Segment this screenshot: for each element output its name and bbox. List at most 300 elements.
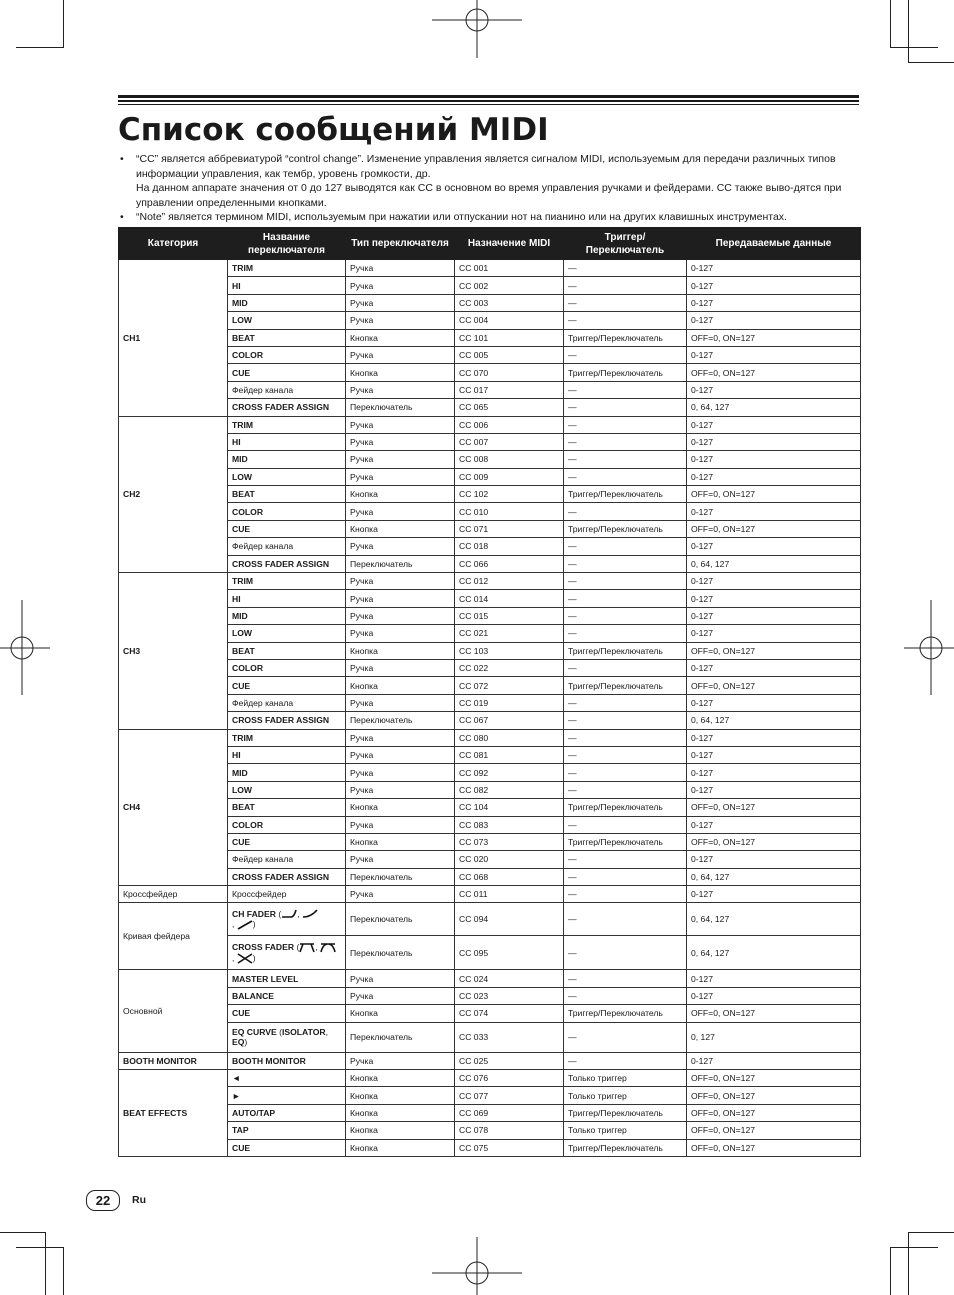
switch-name-cell: MID [228, 607, 346, 624]
note-text: На данном аппарате значения от 0 до 127 выводятся как CC в основном во время управления ручками и фейдерами. CC также выво-дятся при управлении определенными кнопками. [136, 182, 842, 209]
switch-name-cell: CROSS FADER ASSIGN [228, 868, 346, 885]
curve-cut-icon [299, 942, 315, 953]
switch-type-cell: Переключатель [346, 555, 455, 572]
midi-cell: CC 006 [455, 416, 564, 433]
bullet-icon: • [120, 153, 124, 165]
midi-cell: CC 070 [455, 364, 564, 381]
switch-name-cell: COLOR [228, 659, 346, 676]
category-cell: Кривая фейдера [119, 903, 228, 970]
header-switch-type: Тип переключателя [346, 228, 455, 260]
crop-mark [45, 1232, 46, 1295]
crop-mark [908, 0, 909, 63]
switch-name-cell: CUE [228, 1005, 346, 1022]
switch-name-cell: HI [228, 433, 346, 450]
category-cell: CH2 [119, 416, 228, 573]
midi-cell: CC 078 [455, 1122, 564, 1139]
curve-linear-icon [237, 920, 253, 930]
notes [118, 152, 863, 225]
trigger-cell: Триггер/Переключатель [564, 329, 687, 346]
data-cell: 0-127 [687, 1052, 861, 1069]
data-cell: 0-127 [687, 625, 861, 642]
table-row [119, 659, 861, 676]
midi-cell: CC 025 [455, 1052, 564, 1069]
category-cell: CH4 [119, 729, 228, 886]
data-cell: 0-127 [687, 746, 861, 763]
switch-name-cell: AUTO/TAP [228, 1104, 346, 1121]
switch-type-cell: Переключатель [346, 1022, 455, 1052]
data-cell: OFF=0, ON=127 [687, 677, 861, 694]
switch-type-cell: Ручка [346, 851, 455, 868]
data-cell: 0-127 [687, 381, 861, 398]
bullet-icon: • [120, 211, 124, 223]
switch-type-cell: Ручка [346, 729, 455, 746]
midi-cell: CC 017 [455, 381, 564, 398]
curve-medium-icon [302, 909, 318, 919]
trigger-cell: Только триггер [564, 1070, 687, 1087]
trigger-cell: — [564, 555, 687, 572]
midi-cell: CC 004 [455, 312, 564, 329]
switch-type-cell: Ручка [346, 781, 455, 798]
trigger-cell: — [564, 625, 687, 642]
switch-name-cell: LOW [228, 625, 346, 642]
switch-type-cell: Ручка [346, 607, 455, 624]
trigger-cell: — [564, 468, 687, 485]
switch-name-cell: TRIM [228, 729, 346, 746]
switch-type-cell: Переключатель [346, 399, 455, 416]
switch-type-cell: Ручка [346, 694, 455, 711]
table-row [119, 936, 861, 970]
switch-type-cell: Ручка [346, 1052, 455, 1069]
switch-type-cell: Ручка [346, 294, 455, 311]
switch-type-cell: Переключатель [346, 903, 455, 936]
crop-mark [890, 0, 891, 48]
switch-type-cell: Кнопка [346, 799, 455, 816]
midi-cell: CC 001 [455, 260, 564, 277]
title-rules [118, 95, 859, 105]
trigger-cell: — [564, 260, 687, 277]
switch-name-cell: TAP [228, 1122, 346, 1139]
switch-name-cell: Фейдер канала [228, 851, 346, 868]
midi-cell: CC 021 [455, 625, 564, 642]
trigger-cell: Триггер/Переключатель [564, 1005, 687, 1022]
trigger-cell: — [564, 694, 687, 711]
trigger-cell: Триггер/Переключатель [564, 642, 687, 659]
category-cell: Основной [119, 970, 228, 1052]
data-cell: 0-127 [687, 816, 861, 833]
midi-cell: CC 073 [455, 833, 564, 850]
data-cell: 0-127 [687, 886, 861, 903]
switch-name-cell: CUE [228, 677, 346, 694]
midi-cell: CC 092 [455, 764, 564, 781]
data-cell: OFF=0, ON=127 [687, 1139, 861, 1156]
category-cell: BOOTH MONITOR [119, 1052, 228, 1069]
midi-cell: CC 019 [455, 694, 564, 711]
midi-cell: CC 072 [455, 677, 564, 694]
midi-cell: CC 065 [455, 399, 564, 416]
table-row [119, 433, 861, 450]
data-cell: OFF=0, ON=127 [687, 1070, 861, 1087]
switch-type-cell: Кнопка [346, 364, 455, 381]
table-row [119, 694, 861, 711]
midi-cell: CC 069 [455, 1104, 564, 1121]
switch-name-cell: CUE [228, 364, 346, 381]
switch-type-cell: Ручка [346, 277, 455, 294]
data-cell: OFF=0, ON=127 [687, 364, 861, 381]
switch-type-cell: Ручка [346, 816, 455, 833]
switch-type-cell: Переключатель [346, 936, 455, 970]
crop-mark [63, 0, 64, 48]
curve-switch-label: CH FADER [232, 908, 276, 919]
switch-name-cell: CUE [228, 833, 346, 850]
header-category: Категория [119, 228, 228, 260]
data-cell: OFF=0, ON=127 [687, 1005, 861, 1022]
midi-cell: CC 015 [455, 607, 564, 624]
midi-cell: CC 007 [455, 433, 564, 450]
switch-name-cell: MID [228, 764, 346, 781]
switch-name-cell: CROSS FADER ASSIGN [228, 555, 346, 572]
category-cell: CH1 [119, 260, 228, 417]
table-row [119, 520, 861, 537]
switch-type-cell: Кнопка [346, 1070, 455, 1087]
table-row [119, 712, 861, 729]
switch-type-cell: Кнопка [346, 1104, 455, 1121]
midi-cell: CC 002 [455, 277, 564, 294]
midi-cell: CC 005 [455, 346, 564, 363]
switch-name-cell: Фейдер канала [228, 538, 346, 555]
switch-type-cell: Кнопка [346, 1087, 455, 1104]
header-midi: Назначение MIDI [455, 228, 564, 260]
table-row [119, 1139, 861, 1156]
data-cell: 0-127 [687, 781, 861, 798]
switch-name-cell: TRIM [228, 416, 346, 433]
midi-cell: CC 020 [455, 851, 564, 868]
switch-name-cell: BEAT [228, 486, 346, 503]
switch-name-cell: LOW [228, 781, 346, 798]
switch-type-cell: Ручка [346, 381, 455, 398]
table-row [119, 260, 861, 277]
switch-name-cell: ◄ [228, 1070, 346, 1087]
table-row [119, 851, 861, 868]
trigger-cell: — [564, 1052, 687, 1069]
crop-mark [908, 62, 954, 63]
data-cell: 0, 64, 127 [687, 936, 861, 970]
switch-type-cell: Ручка [346, 538, 455, 555]
switch-type-cell: Ручка [346, 764, 455, 781]
curve-cross-icon [237, 953, 253, 964]
data-cell: 0-127 [687, 346, 861, 363]
trigger-cell: — [564, 538, 687, 555]
trigger-cell: Триггер/Переключатель [564, 833, 687, 850]
trigger-cell: — [564, 816, 687, 833]
note-item [118, 152, 863, 210]
data-cell: 0-127 [687, 607, 861, 624]
category-cell: Кроссфейдер [119, 886, 228, 903]
data-cell: 0-127 [687, 851, 861, 868]
switch-type-cell: Ручка [346, 346, 455, 363]
trigger-cell: — [564, 451, 687, 468]
trigger-cell: Триггер/Переключатель [564, 799, 687, 816]
trigger-cell: — [564, 746, 687, 763]
language-code: Ru [132, 1194, 146, 1206]
trigger-cell: Только триггер [564, 1087, 687, 1104]
switch-type-cell: Кнопка [346, 329, 455, 346]
table-row [119, 677, 861, 694]
trigger-cell: — [564, 659, 687, 676]
table-row [119, 886, 861, 903]
switch-type-cell: Ручка [346, 590, 455, 607]
midi-cell: CC 095 [455, 936, 564, 970]
table-row [119, 833, 861, 850]
midi-cell: CC 103 [455, 642, 564, 659]
data-cell: 0-127 [687, 451, 861, 468]
switch-type-cell: Ручка [346, 312, 455, 329]
data-cell: 0, 64, 127 [687, 399, 861, 416]
table-row [119, 868, 861, 885]
midi-cell: CC 067 [455, 712, 564, 729]
data-cell: 0, 64, 127 [687, 712, 861, 729]
table-row [119, 486, 861, 503]
switch-type-cell: Ручка [346, 451, 455, 468]
data-cell: 0, 64, 127 [687, 555, 861, 572]
midi-cell: CC 024 [455, 970, 564, 987]
table-row [119, 642, 861, 659]
data-cell: OFF=0, ON=127 [687, 799, 861, 816]
midi-cell: CC 012 [455, 573, 564, 590]
switch-name-cell: TRIM [228, 260, 346, 277]
table-row [119, 573, 861, 590]
midi-cell: CC 023 [455, 987, 564, 1004]
trigger-cell: — [564, 851, 687, 868]
table-row [119, 555, 861, 572]
midi-cell: CC 102 [455, 486, 564, 503]
midi-cell: CC 081 [455, 746, 564, 763]
switch-name-cell: LOW [228, 312, 346, 329]
data-cell: OFF=0, ON=127 [687, 486, 861, 503]
data-cell: 0, 127 [687, 1022, 861, 1052]
midi-cell: CC 068 [455, 868, 564, 885]
switch-name-cell: HI [228, 590, 346, 607]
crop-mark [890, 1247, 938, 1248]
data-cell: 0-127 [687, 764, 861, 781]
switch-name-cell: TRIM [228, 573, 346, 590]
curve-dip-icon [320, 942, 336, 953]
trigger-cell: Триггер/Переключатель [564, 364, 687, 381]
crop-mark [908, 1232, 909, 1295]
table-row [119, 1087, 861, 1104]
table-row [119, 746, 861, 763]
switch-type-cell: Кнопка [346, 1139, 455, 1156]
trigger-cell: — [564, 729, 687, 746]
switch-name-cell: BEAT [228, 642, 346, 659]
crop-mark [16, 47, 64, 48]
midi-cell: CC 075 [455, 1139, 564, 1156]
table-row [119, 1104, 861, 1121]
crop-mark [908, 1232, 954, 1233]
switch-type-cell: Переключатель [346, 712, 455, 729]
data-cell: 0-127 [687, 970, 861, 987]
switch-type-cell: Ручка [346, 416, 455, 433]
table-row [119, 451, 861, 468]
table-row [119, 590, 861, 607]
registration-mark [432, 1235, 522, 1295]
category-cell: CH3 [119, 573, 228, 730]
switch-name-cell: BALANCE [228, 987, 346, 1004]
crop-mark [890, 1247, 891, 1295]
switch-name-cell: BEAT [228, 329, 346, 346]
data-cell: 0, 64, 127 [687, 868, 861, 885]
registration-mark [432, 0, 522, 60]
note-text: “CC” является аббревиатурой “control change”. Изменение управления является сигналом MIDI, используемым для передачи различных типов информации управления, как тембр, уровень громкости, др. [136, 153, 836, 180]
trigger-cell: — [564, 312, 687, 329]
trigger-cell: — [564, 1022, 687, 1052]
trigger-cell: Триггер/Переключатель [564, 486, 687, 503]
curve-sharp-icon [281, 909, 297, 919]
table-row [119, 381, 861, 398]
note-item [118, 210, 863, 225]
data-cell: 0-127 [687, 416, 861, 433]
switch-type-cell: Кнопка [346, 1122, 455, 1139]
switch-type-cell: Кнопка [346, 520, 455, 537]
switch-type-cell: Ручка [346, 503, 455, 520]
switch-type-cell: Ручка [346, 987, 455, 1004]
midi-table [118, 227, 861, 1157]
crop-mark [16, 1247, 64, 1248]
data-cell: OFF=0, ON=127 [687, 1087, 861, 1104]
data-cell: OFF=0, ON=127 [687, 642, 861, 659]
midi-cell: CC 066 [455, 555, 564, 572]
data-cell: 0, 64, 127 [687, 903, 861, 936]
switch-name-cell: MID [228, 294, 346, 311]
switch-name-cell: HI [228, 277, 346, 294]
switch-name-cell: Фейдер канала [228, 694, 346, 711]
table-row [119, 294, 861, 311]
trigger-cell: — [564, 399, 687, 416]
switch-type-cell: Ручка [346, 468, 455, 485]
switch-type-cell: Ручка [346, 970, 455, 987]
switch-name-cell: CROSS FADER ASSIGN [228, 399, 346, 416]
trigger-cell: — [564, 416, 687, 433]
trigger-cell: — [564, 764, 687, 781]
crop-mark [0, 1232, 46, 1233]
table-row [119, 503, 861, 520]
data-cell: OFF=0, ON=127 [687, 520, 861, 537]
midi-cell: CC 014 [455, 590, 564, 607]
switch-type-cell: Кнопка [346, 642, 455, 659]
trigger-cell: — [564, 607, 687, 624]
data-cell: 0-127 [687, 468, 861, 485]
trigger-cell: — [564, 277, 687, 294]
switch-name-cell: BOOTH MONITOR [228, 1052, 346, 1069]
table-row [119, 729, 861, 746]
trigger-cell: — [564, 590, 687, 607]
table-row [119, 1022, 861, 1052]
trigger-cell: — [564, 573, 687, 590]
midi-cell: CC 082 [455, 781, 564, 798]
data-cell: OFF=0, ON=127 [687, 1104, 861, 1121]
registration-mark [0, 600, 50, 695]
registration-mark [904, 600, 954, 695]
table-row [119, 816, 861, 833]
switch-name-cell: COLOR [228, 503, 346, 520]
switch-type-cell: Кнопка [346, 1005, 455, 1022]
table-row [119, 364, 861, 381]
table-row [119, 346, 861, 363]
data-cell: 0-127 [687, 312, 861, 329]
switch-name-cell: ► [228, 1087, 346, 1104]
switch-type-cell: Ручка [346, 625, 455, 642]
midi-cell: CC 083 [455, 816, 564, 833]
switch-name-cell: CUE [228, 1139, 346, 1156]
page-title: Список сообщений MIDI [118, 112, 549, 148]
switch-type-cell: Ручка [346, 659, 455, 676]
midi-cell: CC 101 [455, 329, 564, 346]
switch-name-cell: CROSS FADER ( , , ) [228, 936, 346, 970]
trigger-cell: Триггер/Переключатель [564, 1139, 687, 1156]
crop-mark [890, 47, 938, 48]
switch-name-cell: BEAT [228, 799, 346, 816]
table-row [119, 903, 861, 936]
table-header [119, 228, 861, 260]
crop-mark [63, 1247, 64, 1295]
switch-type-cell: Ручка [346, 573, 455, 590]
table-row [119, 781, 861, 798]
data-cell: 0-127 [687, 294, 861, 311]
midi-cell: CC 077 [455, 1087, 564, 1104]
table-row [119, 329, 861, 346]
switch-name-cell: HI [228, 746, 346, 763]
midi-cell: CC 022 [455, 659, 564, 676]
curve-switch-label: CROSS FADER [232, 941, 295, 952]
trigger-cell: — [564, 346, 687, 363]
table-row [119, 1070, 861, 1087]
table-row [119, 625, 861, 642]
data-cell: 0-127 [687, 260, 861, 277]
switch-name-cell: CH FADER ( , , ) [228, 903, 346, 936]
midi-cell: CC 094 [455, 903, 564, 936]
trigger-cell: Триггер/Переключатель [564, 520, 687, 537]
switch-type-cell: Ручка [346, 746, 455, 763]
midi-cell: CC 033 [455, 1022, 564, 1052]
midi-cell: CC 074 [455, 1005, 564, 1022]
midi-cell: CC 071 [455, 520, 564, 537]
data-cell: 0-127 [687, 659, 861, 676]
table-row [119, 970, 861, 987]
table-row [119, 277, 861, 294]
switch-name-cell: CUE [228, 520, 346, 537]
trigger-cell: — [564, 294, 687, 311]
header-switch-name: Название переключателя [228, 228, 346, 260]
table-row [119, 799, 861, 816]
table-row [119, 416, 861, 433]
trigger-cell: — [564, 712, 687, 729]
data-cell: 0-127 [687, 729, 861, 746]
switch-name-cell: Фейдер канала [228, 381, 346, 398]
trigger-cell: — [564, 903, 687, 936]
trigger-cell: Только триггер [564, 1122, 687, 1139]
switch-type-cell: Ручка [346, 433, 455, 450]
trigger-cell: Триггер/Переключатель [564, 677, 687, 694]
midi-cell: CC 003 [455, 294, 564, 311]
midi-cell: CC 009 [455, 468, 564, 485]
switch-name-cell: CROSS FADER ASSIGN [228, 712, 346, 729]
trigger-cell: — [564, 868, 687, 885]
data-cell: 0-127 [687, 433, 861, 450]
data-cell: 0-127 [687, 590, 861, 607]
switch-name-cell: MASTER LEVEL [228, 970, 346, 987]
table-row [119, 607, 861, 624]
midi-cell: CC 080 [455, 729, 564, 746]
midi-cell: CC 008 [455, 451, 564, 468]
